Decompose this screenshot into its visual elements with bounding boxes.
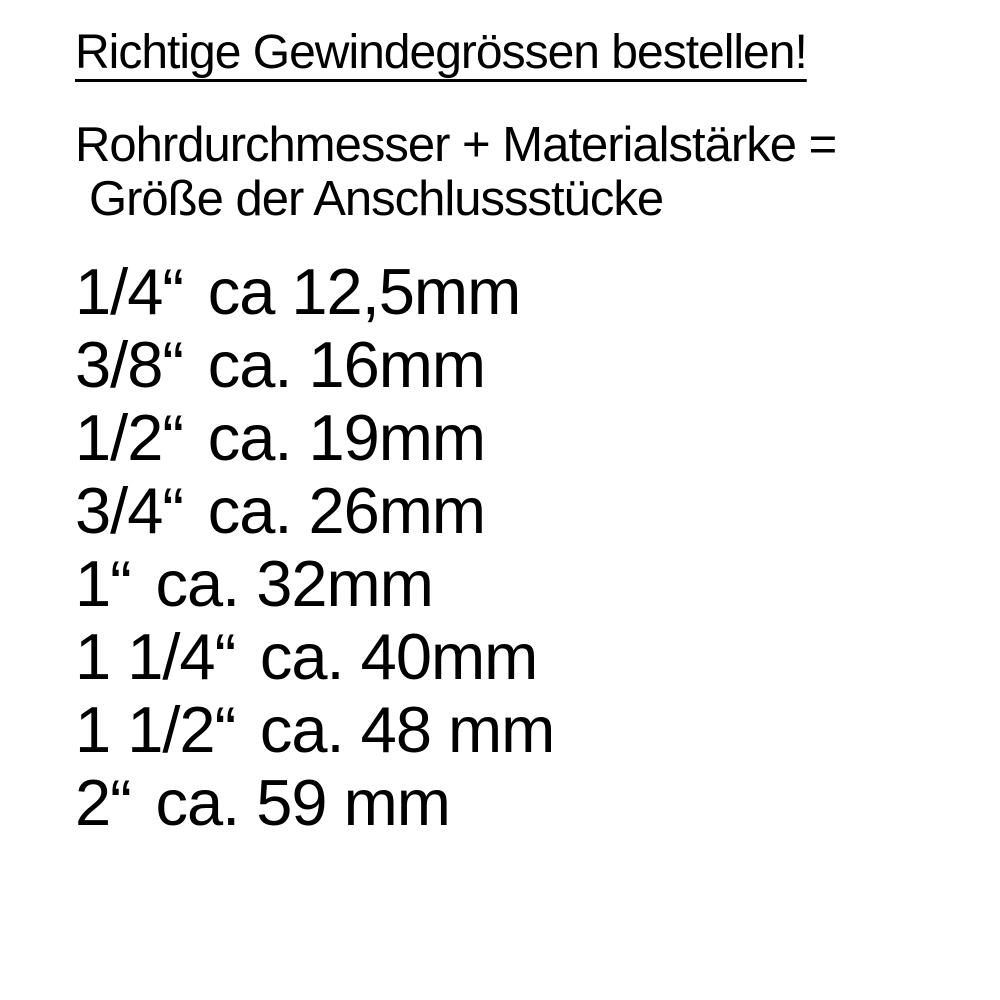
size-row <box>75 474 960 547</box>
size-mm: ca. 59 mm <box>155 766 450 840</box>
subtitle <box>75 118 960 228</box>
size-mm: ca. 16mm <box>207 328 486 402</box>
size-row <box>75 328 960 401</box>
page-title: Richtige Gewindegrössen bestellen! <box>75 26 807 79</box>
size-mm: ca. 48 mm <box>259 693 555 767</box>
size-inch: 3/8“ <box>75 328 184 402</box>
subtitle-line-2: Größe der Anschlussstücke <box>89 172 664 227</box>
size-inch: 1 1/4“ <box>75 620 236 694</box>
size-row <box>75 255 960 328</box>
size-row <box>75 766 960 839</box>
size-inch: 1“ <box>75 547 131 621</box>
size-inch: 1 1/2“ <box>75 693 236 767</box>
size-row <box>75 547 960 620</box>
size-list <box>75 255 960 839</box>
size-mm: ca. 19mm <box>207 401 486 475</box>
size-inch: 1/2“ <box>75 401 184 475</box>
size-row <box>75 401 960 474</box>
size-mm: ca. 26mm <box>207 474 486 548</box>
size-row <box>75 693 960 766</box>
size-row <box>75 620 960 693</box>
size-mm: ca 12,5mm <box>207 255 521 329</box>
size-mm: ca. 32mm <box>155 547 433 621</box>
size-inch: 2“ <box>75 766 131 840</box>
size-mm: ca. 40mm <box>259 620 538 694</box>
size-inch: 3/4“ <box>75 474 184 548</box>
subtitle-line-1: Rohrdurchmesser + Materialstärke = <box>75 117 837 172</box>
size-inch: 1/4“ <box>75 255 184 329</box>
